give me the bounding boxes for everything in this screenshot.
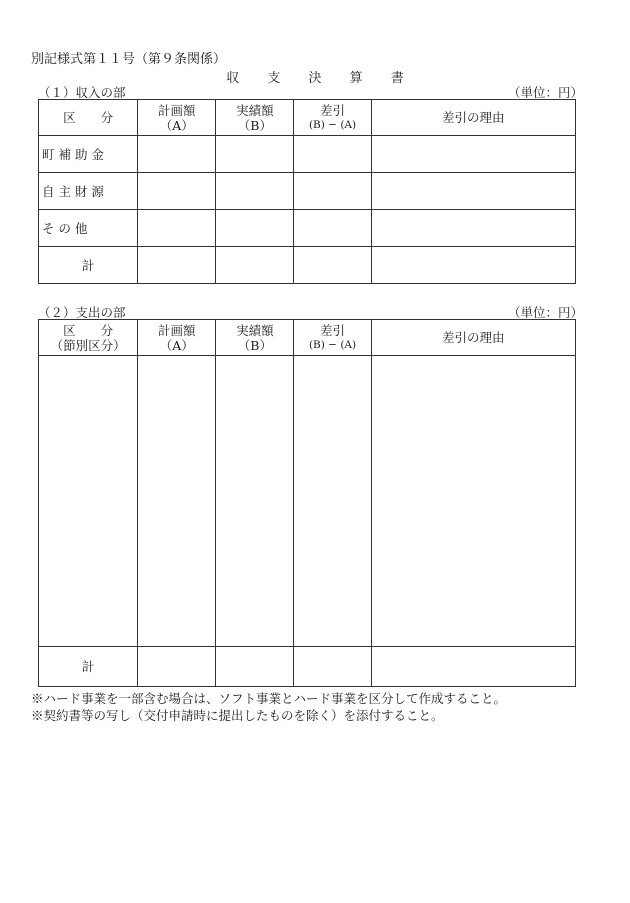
income-cell[interactable] <box>216 173 294 210</box>
note-item: ※契約書等の写し（交付申請時に提出したものを除く）を添付すること。 <box>31 708 444 723</box>
notes <box>31 690 506 724</box>
income-header-actual <box>216 100 294 136</box>
income-row <box>39 136 576 173</box>
income-cell[interactable] <box>216 136 294 173</box>
expense-cell[interactable] <box>294 647 371 687</box>
expense-header-reason-text: 差引の理由 <box>442 330 505 345</box>
income-header-row <box>39 100 576 136</box>
expense-unit-label: （単位：円） <box>507 305 583 320</box>
income-header-plan-sub: （A） <box>159 117 194 133</box>
income-header-plan <box>138 100 216 136</box>
expense-header-category-text: 区 分 <box>63 322 114 338</box>
expense-header-reason <box>371 320 575 356</box>
expense-header-row <box>39 320 576 356</box>
income-row <box>39 210 576 247</box>
income-cell[interactable] <box>294 210 371 247</box>
expense-header-diff-sub: (B) − (A) <box>308 338 357 351</box>
income-row <box>39 173 576 210</box>
income-cell[interactable] <box>216 247 294 284</box>
expense-section-label: （２）支出の部 <box>38 305 126 320</box>
income-header-plan-text: 計画額 <box>157 102 196 118</box>
income-header-actual-text: 実績額 <box>236 102 274 118</box>
expense-cell[interactable] <box>138 647 216 687</box>
income-total-label: 計 <box>39 247 138 284</box>
form-number: 別記様式第１１号（第９条関係） <box>31 52 227 67</box>
income-header-reason <box>371 100 575 136</box>
income-header-diff-sub: (B) − (A) <box>308 118 357 131</box>
expense-header-plan-sub: （A） <box>159 337 194 353</box>
income-cell[interactable] <box>138 173 216 210</box>
income-cell[interactable] <box>371 173 575 210</box>
expense-header-category-sub: （節別区分） <box>50 337 126 353</box>
income-cell[interactable] <box>294 247 371 284</box>
income-header-diff-text: 差引 <box>320 102 346 118</box>
income-header-diff <box>294 100 371 136</box>
expense-header-category <box>39 320 138 356</box>
income-table <box>38 99 576 284</box>
income-header-category <box>39 100 138 136</box>
expense-cell[interactable] <box>371 647 575 687</box>
income-row-label: そ の 他 <box>39 210 138 247</box>
income-cell[interactable] <box>216 210 294 247</box>
expense-header-plan-text: 計画額 <box>157 322 196 338</box>
income-header-reason-text: 差引の理由 <box>442 110 505 125</box>
income-header-actual-sub: （B） <box>237 117 272 133</box>
note-item: ※ハード事業を一部含む場合は、ソフト事業とハード事業を区分して作成すること。 <box>31 691 507 706</box>
expense-header-actual-sub: （B） <box>237 337 272 353</box>
expense-header-diff-text: 差引 <box>320 322 346 338</box>
expense-cell[interactable] <box>216 356 294 647</box>
income-header-category-text: 区 分 <box>63 110 114 125</box>
expense-cell[interactable] <box>138 356 216 647</box>
income-section-label: （１）収入の部 <box>38 85 126 100</box>
expense-header-actual <box>216 320 294 356</box>
document-title: 収 支 決 算 書 <box>226 71 416 86</box>
income-cell[interactable] <box>371 136 575 173</box>
income-row-label: 自 主 財 源 <box>39 173 138 210</box>
income-cell[interactable] <box>138 210 216 247</box>
expense-cell[interactable] <box>294 356 371 647</box>
expense-entry-area <box>39 356 576 647</box>
expense-table <box>38 319 576 687</box>
income-cell[interactable] <box>371 247 575 284</box>
income-cell[interactable] <box>294 136 371 173</box>
expense-total-row <box>39 647 576 687</box>
expense-header-plan <box>138 320 216 356</box>
expense-cell[interactable] <box>39 356 138 647</box>
expense-header-diff <box>294 320 371 356</box>
income-unit-label: （単位：円） <box>507 85 583 100</box>
expense-cell[interactable] <box>371 356 575 647</box>
income-cell[interactable] <box>138 136 216 173</box>
income-total-row <box>39 247 576 284</box>
expense-total-label: 計 <box>39 647 138 687</box>
income-cell[interactable] <box>138 247 216 284</box>
expense-cell[interactable] <box>216 647 294 687</box>
income-cell[interactable] <box>371 210 575 247</box>
income-row-label: 町 補 助 金 <box>39 136 138 173</box>
income-cell[interactable] <box>294 173 371 210</box>
expense-header-actual-text: 実績額 <box>236 322 274 338</box>
